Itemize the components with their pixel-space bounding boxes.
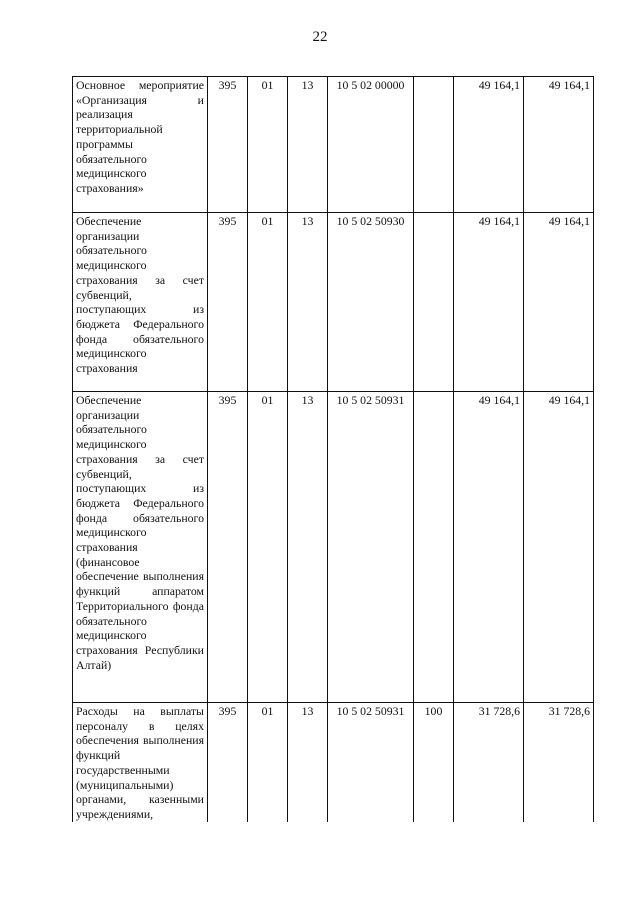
cell-gr: 395 bbox=[208, 213, 248, 392]
cell-sum-1: 49 164,1 bbox=[454, 392, 524, 703]
cell-vr bbox=[414, 77, 454, 213]
row-description: Основное мероприятие «Организация и реализация территориальной программы обязательного медицинского страхования» bbox=[73, 77, 208, 213]
cell-gr: 395 bbox=[208, 703, 248, 822]
cell-rz: 01 bbox=[248, 213, 288, 392]
cell-csr: 10 5 02 50931 bbox=[328, 392, 414, 703]
cell-sum-2: 49 164,1 bbox=[524, 77, 594, 213]
cell-csr: 10 5 02 00000 bbox=[328, 77, 414, 213]
cell-vr bbox=[414, 392, 454, 703]
cell-sum-2: 31 728,6 bbox=[524, 703, 594, 822]
table-row bbox=[73, 213, 594, 392]
page-number: 22 bbox=[312, 29, 328, 45]
cell-pr: 13 bbox=[288, 392, 328, 703]
budget-table bbox=[72, 76, 594, 822]
row-description: Расходы на выплаты персоналу в целях обеспечения выполнения функций государственными (муниципальными) органами, казенными учреждениями, bbox=[73, 703, 208, 822]
cell-rz: 01 bbox=[248, 703, 288, 822]
row-description: Обеспечение организации обязательного медицинского страхования за счет субвенций, поступающих из бюджета Федерального фонда обязательного медицинского страхования (финансовое обеспечение выполнения функций аппаратом Территориального фонда обязательного медицинского страхования Республики Алтай) bbox=[73, 392, 208, 703]
cell-sum-2: 49 164,1 bbox=[524, 213, 594, 392]
cell-csr: 10 5 02 50931 bbox=[328, 703, 414, 822]
cell-rz: 01 bbox=[248, 392, 288, 703]
cell-vr bbox=[414, 213, 454, 392]
cell-sum-1: 49 164,1 bbox=[454, 77, 524, 213]
cell-sum-2: 49 164,1 bbox=[524, 392, 594, 703]
cell-gr: 395 bbox=[208, 77, 248, 213]
cell-pr: 13 bbox=[288, 213, 328, 392]
cell-sum-1: 31 728,6 bbox=[454, 703, 524, 822]
cell-csr: 10 5 02 50930 bbox=[328, 213, 414, 392]
cell-gr: 395 bbox=[208, 392, 248, 703]
cell-vr: 100 bbox=[414, 703, 454, 822]
cell-rz: 01 bbox=[248, 77, 288, 213]
table-row bbox=[73, 77, 594, 213]
cell-pr: 13 bbox=[288, 703, 328, 822]
table-row bbox=[73, 392, 594, 703]
cell-pr: 13 bbox=[288, 77, 328, 213]
row-description: Обеспечение организации обязательного медицинского страхования за счет субвенций, поступающих из бюджета Федерального фонда обязательного медицинского страхования bbox=[73, 213, 208, 392]
cell-sum-1: 49 164,1 bbox=[454, 213, 524, 392]
table-row bbox=[73, 703, 594, 822]
